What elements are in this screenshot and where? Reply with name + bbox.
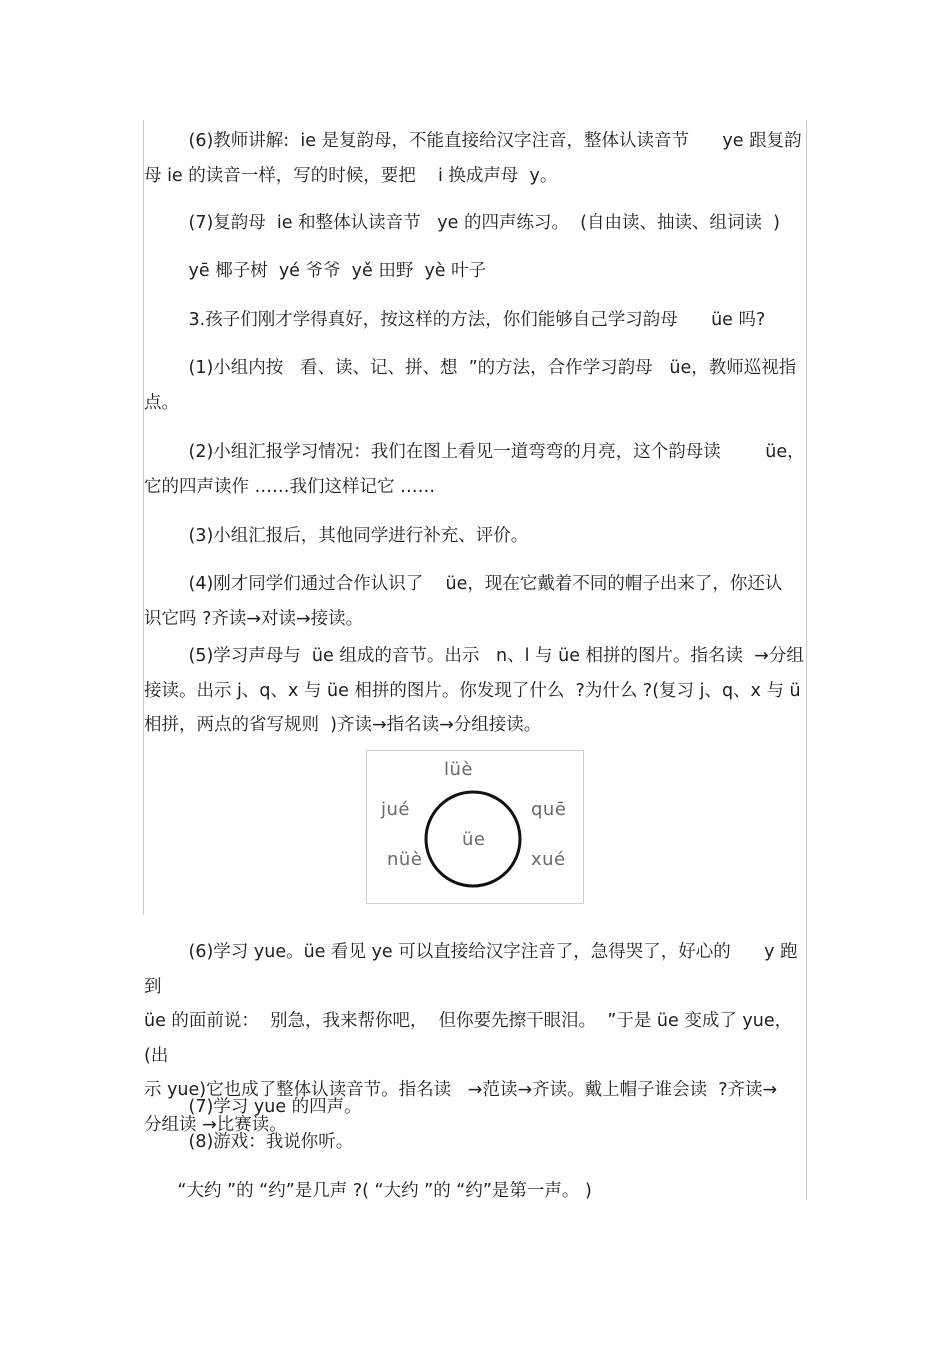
diagram-center-final: üe <box>462 829 486 850</box>
diagram-right-lower-syllable: xué <box>531 849 566 870</box>
paragraph-four-tones-practice: (7)复韵母 ie 和整体认读音节 ye 的四声练习。 (自由读、抽读、组词读 ) <box>144 213 780 233</box>
paragraph-syllables: (5)学习声母与 üe 组成的音节。出示 n、l 与 üe 相拼的图片。指名读 →分组 接读。出示 j、q、x 与 üe 相拼的图片。你发现了什么 ?为什么 ?(复习 j、q、x 与 ü 相拼，两点的省写规则 )齐读→指名读→分组接读。 <box>144 646 804 735</box>
paragraph-group-report: (2)小组汇报学习情况：我们在图上看见一道弯弯的月亮，这个韵母读 üe， 它的四声读作 ……我们这样记它 …… <box>144 442 805 497</box>
diagram-top-syllable: lüè <box>444 759 473 780</box>
diagram-left-upper-syllable: jué <box>381 799 410 820</box>
paragraph-teacher-explain: (6)教师讲解: ie 是复韵母，不能直接给汉字注音，整体认读音节 ye 跟复韵 母 ie 的读音一样，写的时候，要把 i 换成声母 y。 <box>144 131 802 186</box>
ue-syllable-diagram <box>366 750 584 904</box>
paragraph-learn-ue-intro: 3.孩子们刚才学得真好，按这样的方法，你们能够自己学习韵母 üe 吗? <box>144 310 766 330</box>
paragraph-cooperation: (4)刚才同学们通过合作认识了 üe，现在它戴着不同的帽子出来了，你还认 识它吗 ?齐读→对读→接读。 <box>144 574 783 629</box>
circle-shape <box>367 751 583 903</box>
paragraph-game: (8)游戏：我说你听。 <box>144 1132 354 1152</box>
paragraph-supplement: (3)小组汇报后，其他同学进行补充、评价。 <box>144 526 529 546</box>
paragraph-dayue-question: “大约 ”的 “约”是几声 ?( “大约 ”的 “约”是第一声。 ) <box>144 1181 592 1201</box>
paragraph-ye-words: yē 椰子树 yé 爷爷 yě 田野 yè 叶子 <box>144 261 487 281</box>
paragraph-group-study: (1)小组内按 看、读、记、拼、想 ”的方法，合作学习韵母 üe，教师巡视指 点。 <box>144 358 797 413</box>
paragraph-learn-yue: (6)学习 yue。üe 看见 ye 可以直接给汉字注音了，急得哭了，好心的 y 跑到 üe 的面前说： 别急，我来帮你吧， 但你要先擦干眼泪。 ”于是 üe 变成了 yue，(出 示 yue)它也成了整体认读音节。指名读 →范读→齐读。戴上帽子谁会读 ?齐读→ 分组读 →比赛读。 <box>144 942 798 1135</box>
diagram-right-upper-syllable: quē <box>531 799 567 820</box>
paragraph-yue-tones: (7)学习 yue 的四声。 <box>144 1097 362 1117</box>
diagram-left-lower-syllable: nüè <box>387 849 423 870</box>
